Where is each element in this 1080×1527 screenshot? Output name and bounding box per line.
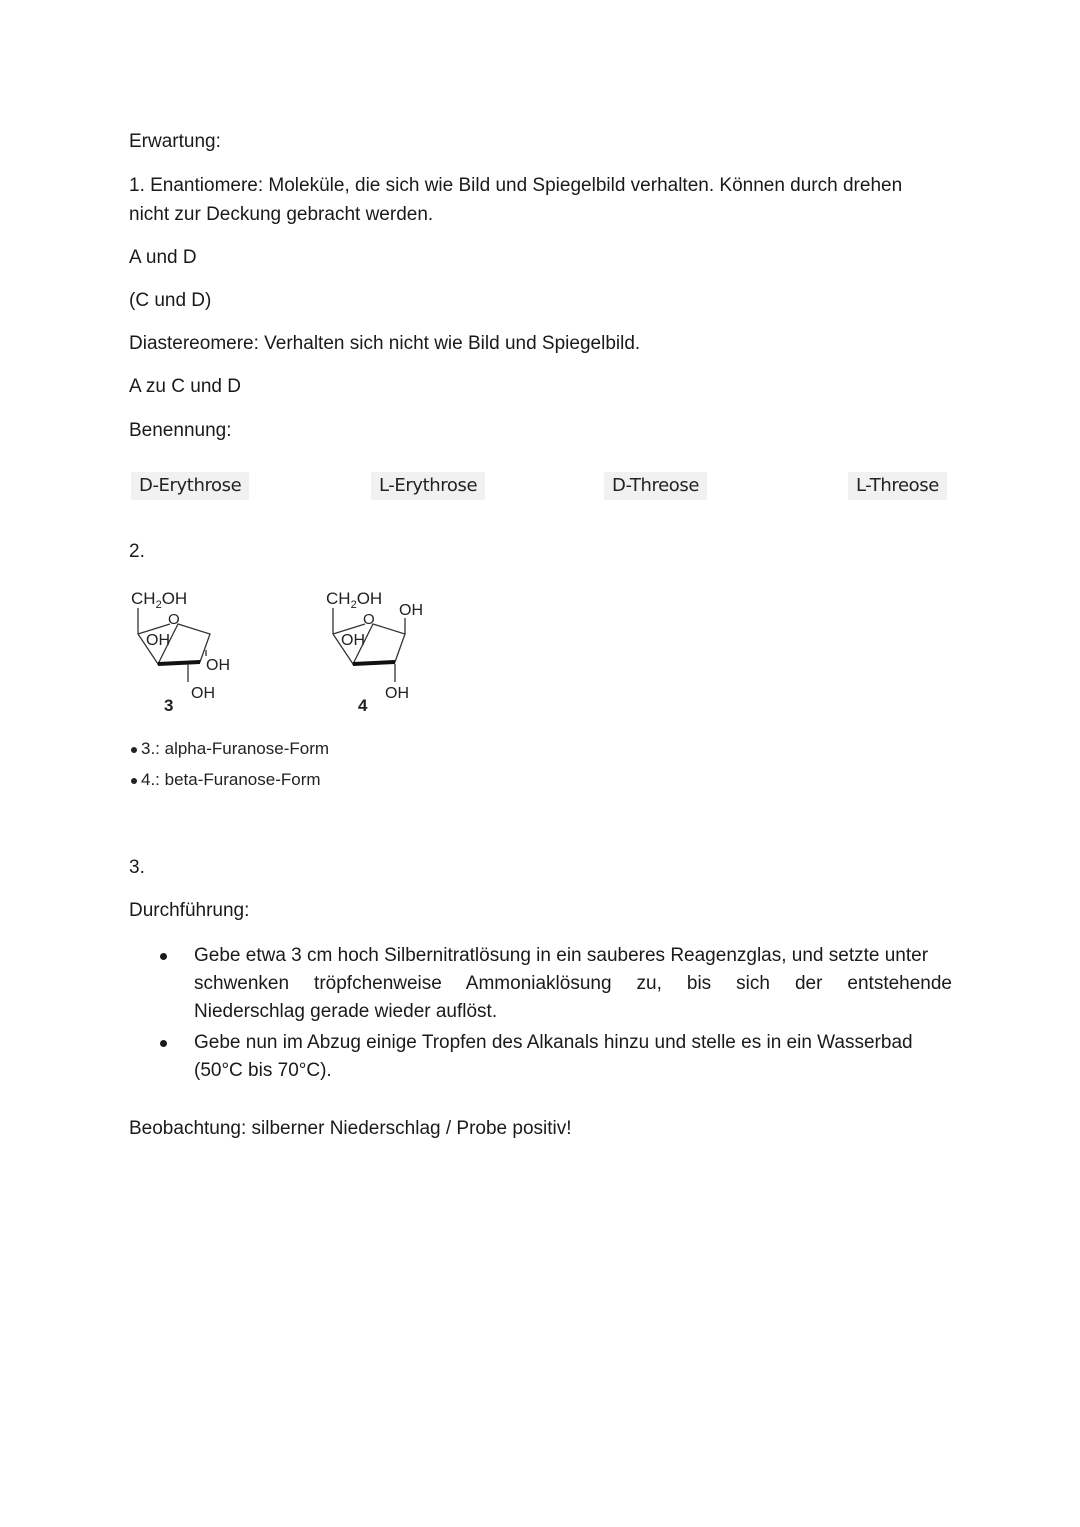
alpha-form-bullet <box>131 737 329 761</box>
step-1-line-3: Niederschlag gerade wieder auflöst. <box>194 1001 498 1022</box>
bullet-dot <box>131 778 137 784</box>
bullet-dot <box>160 953 167 960</box>
step-1-line-1: Gebe etwa 3 cm hoch Silbernitratlösung in ein sauberes Reagenzglas, und setzte unter <box>194 945 929 966</box>
name-d-threose: D-Threose <box>604 472 707 500</box>
oh-bottom-label: OH <box>191 685 215 702</box>
alpha-furanose-structure <box>128 584 248 714</box>
name-l-threose: L-Threose <box>848 472 947 500</box>
enantiomers-definition-line1: 1. Enantiomere: Moleküle, die sich wie Bild und Spiegelbild verhalten. Können durch drehen <box>129 175 903 196</box>
oh-right-label: OH <box>206 657 230 674</box>
naming-heading: Benennung: <box>129 420 232 441</box>
section-2-number: 2. <box>129 541 145 562</box>
expectation-heading: Erwartung: <box>129 131 221 152</box>
ring-oxygen-label: O <box>363 611 375 628</box>
procedure-step-1 <box>160 942 952 1028</box>
oh-bottom-label: OH <box>385 685 409 702</box>
step-1-line-2: schwenken tröpfchenweise Ammoniaklösung zu, bis sich der entstehende <box>194 973 952 994</box>
oh-left-label: OH <box>341 632 365 649</box>
name-l-erythrose: L-Erythrose <box>371 472 485 500</box>
diastereomers-definition: Diastereomere: Verhalten sich nicht wie Bild und Spiegelbild. <box>129 333 641 354</box>
procedure-heading: Durchführung: <box>129 900 250 921</box>
bullet-dot <box>160 1040 167 1047</box>
beta-form-text: 4.: beta-Furanose-Form <box>141 770 321 789</box>
enantiomer-pair-2: (C und D) <box>129 290 212 311</box>
enantiomers-definition-line2: nicht zur Deckung gebracht werden. <box>129 204 434 225</box>
beta-furanose-structure <box>323 584 443 714</box>
step-2-line-2: (50°C bis 70°C). <box>194 1060 332 1081</box>
ch2oh-label: $CH_2OH$ <box>131 589 188 611</box>
diastereomer-pair: A zu C und D <box>129 376 241 397</box>
section-3-number: 3. <box>129 857 145 878</box>
structure-number-4: 4 <box>358 696 368 715</box>
observation-line: Beobachtung: silberner Niederschlag / Probe positiv! <box>129 1118 572 1139</box>
oh-right-label: OH <box>399 602 423 619</box>
alpha-form-text: 3.: alpha-Furanose-Form <box>141 739 330 758</box>
ring-oxygen-label: O <box>168 611 180 628</box>
procedure-step-2 <box>160 1029 952 1087</box>
beta-form-bullet <box>131 768 321 792</box>
oh-left-label: OH <box>146 632 170 649</box>
ch2oh-label: $CH_2OH$ <box>326 589 383 611</box>
step-2-line-1: Gebe nun im Abzug einige Tropfen des Alkanals hinzu und stelle es in ein Wasserbad <box>194 1032 913 1053</box>
structure-number-3: 3 <box>164 696 174 715</box>
bullet-dot <box>131 747 137 753</box>
name-d-erythrose: D-Erythrose <box>131 472 249 500</box>
enantiomer-pair-1: A und D <box>129 247 197 268</box>
